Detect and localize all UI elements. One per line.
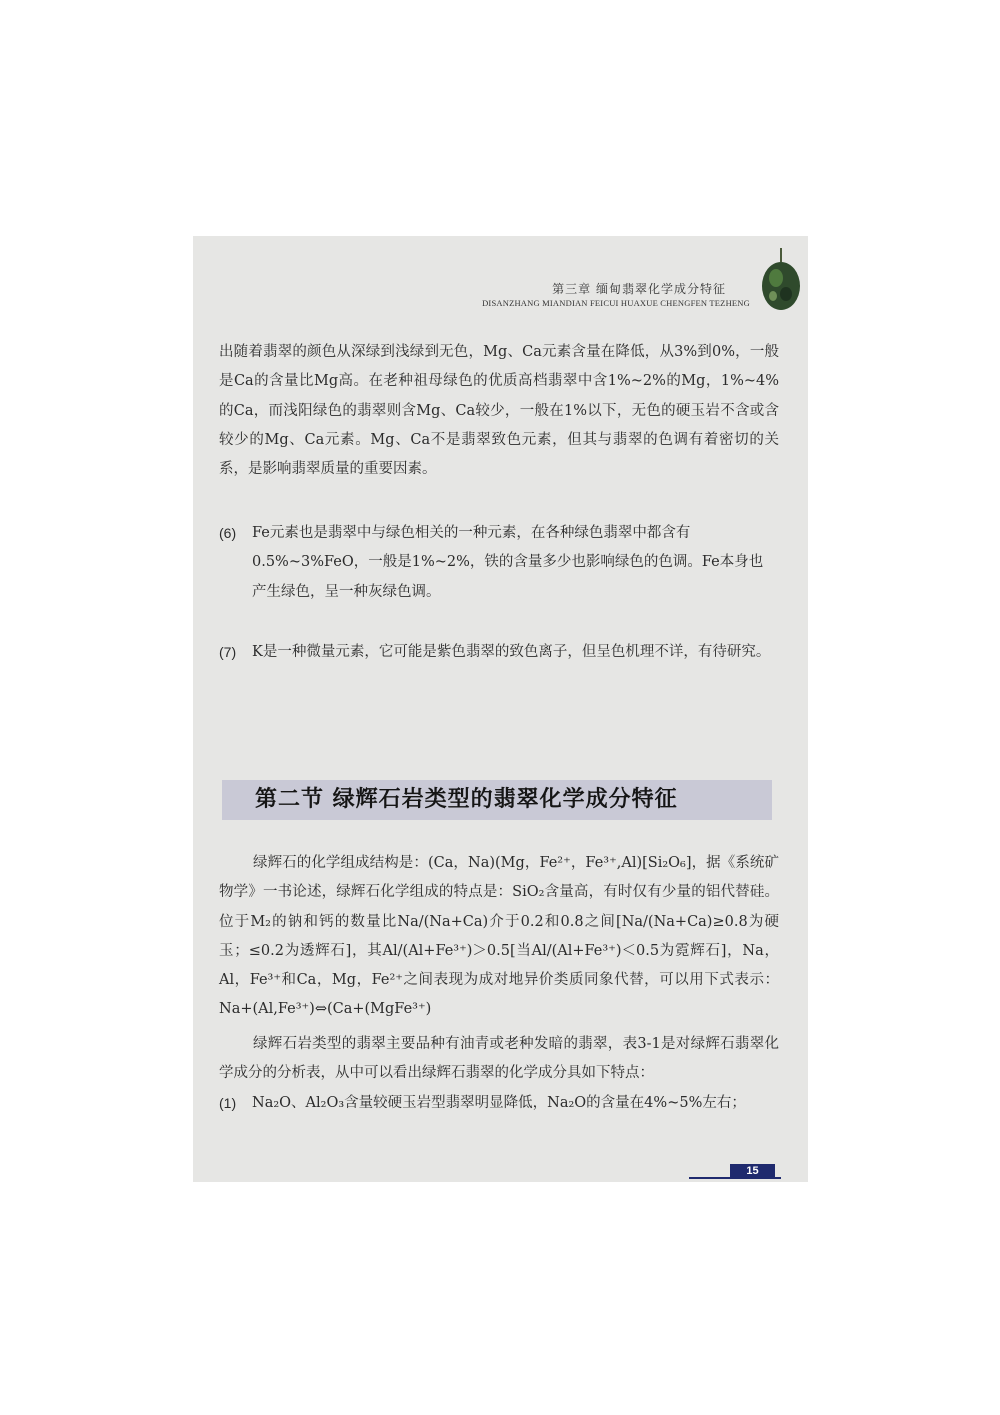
page-number: 15: [730, 1164, 775, 1178]
list-item-6: [219, 519, 774, 607]
book-page: [193, 236, 808, 1182]
list-number: (1): [219, 1095, 237, 1111]
list-number: (6): [219, 525, 237, 541]
list-item-text: Fe元素也是翡翠中与绿色相关的一种元素，在各种绿色翡翠中都含有0.5%~3%FeO，一般是1%~2%，铁的含量多少也影响绿色的色调。Fe本身也产生绿色，呈一种灰绿色调。: [252, 525, 764, 600]
section-heading-band: [222, 780, 772, 820]
chapter-header-pinyin: DISANZHANG MIANDIAN FEICUI HUAXUE CHENGFEN TEZHENG: [482, 298, 750, 308]
jade-pendant-icon: [759, 248, 803, 312]
list-number: (7): [219, 644, 237, 660]
list-item-7: [219, 638, 774, 667]
paragraph-omphacite-varieties: 绿辉石岩类型的翡翠主要品种有油青或老种发暗的翡翠，表3-1是对绿辉石翡翠化学成分的分析表，从中可以看出绿辉石翡翠的化学成分具如下特点：: [219, 1036, 779, 1082]
section-title: 第二节 绿辉石岩类型的翡翠化学成分特征: [255, 787, 678, 812]
chapter-header: 第三章 缅甸翡翠化学成分特征: [552, 282, 726, 296]
list-item-text: Na₂O、Al₂O₃含量较硬玉岩型翡翠明显降低，Na₂O的含量在4%~5%左右；: [252, 1095, 746, 1111]
paragraph-pyroxene-composition: 绿辉石的化学组成结构是：(Ca，Na)(Mg，Fe²⁺，Fe³⁺,Al)[Si₂O₆]，据《系统矿物学》一书论述，绿辉石化学组成的特点是：SiO₂含量高，有时仅有少量的铝代替硅。位于M₂的钠和钙的数量比Na/(Na+Ca)介于0.2和0.8之间[Na/(Na+Ca)≥0.8为硬玉；≤0.2为透辉石]，其Al/(Al+Fe³⁺)＞0.5[当Al/(Al+Fe³⁺)＜0.5为霓辉石]，Na，Al，Fe³⁺和Ca，Mg，Fe²⁺之间表现为成对地异价类质同象代替，可以用下式表示：Na+(Al,Fe³⁺)⇔(Ca+(MgFe³⁺): [219, 855, 779, 1018]
list-item-text: K是一种微量元素，它可能是紫色翡翠的致色离子，但呈色机理不详，有待研究。: [252, 644, 771, 660]
paragraph-continued: 出随着翡翠的颜色从深绿到浅绿到无色，Mg、Ca元素含量在降低，从3%到0%，一般是Ca的含量比Mg高。在老种祖母绿色的优质高档翡翠中含1%~2%的Mg，1%~4%的Ca，而浅阳绿色的翡翠则含Mg、Ca较少，一般在1%以下，无色的硬玉岩不含或含较少的Mg、Ca元素。Mg、Ca不是翡翠致色元素，但其与翡翠的色调有着密切的关系，是影响翡翠质量的重要因素。: [219, 344, 779, 478]
list-item-1: [219, 1089, 774, 1118]
